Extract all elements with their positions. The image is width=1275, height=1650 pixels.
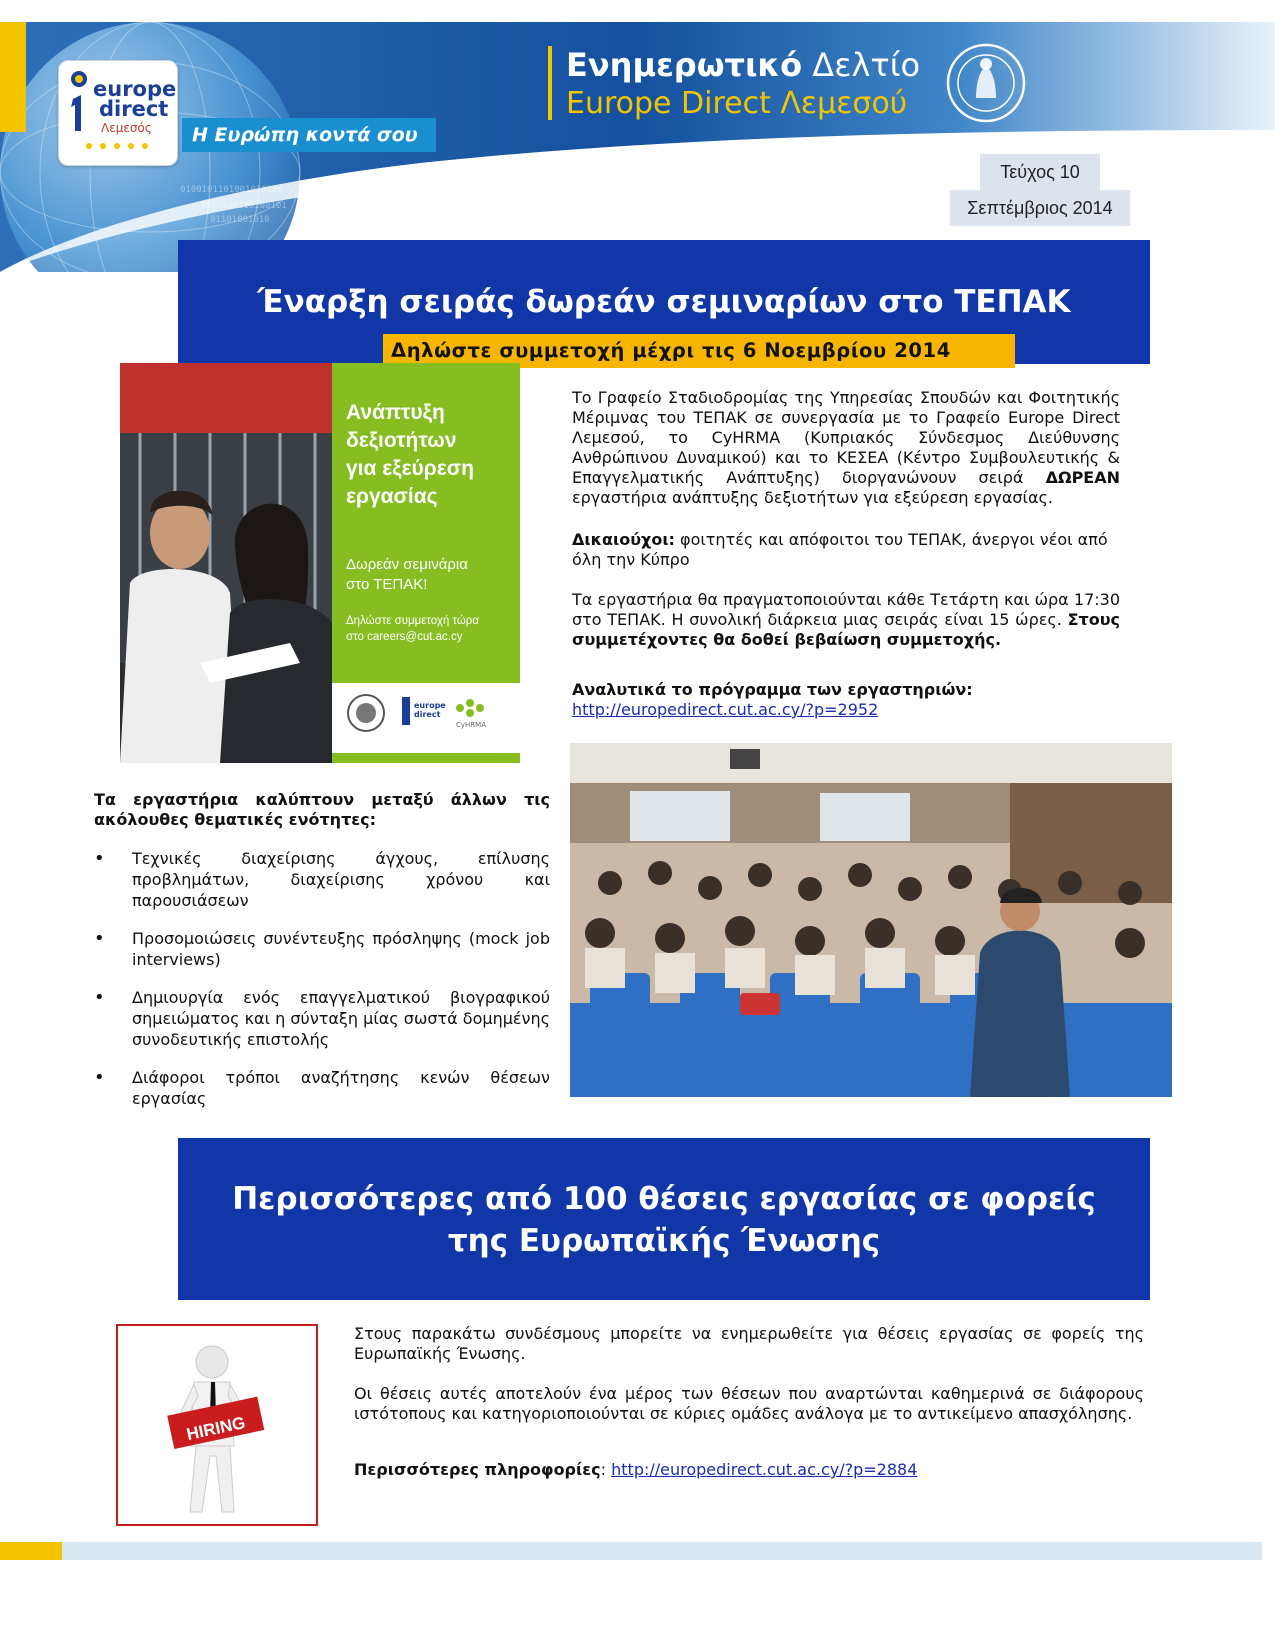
- poster-reg1: Δηλώστε συμμετοχή τώρα: [346, 615, 480, 627]
- poster-line4: εργασίας: [346, 485, 438, 508]
- header-yellow-tab: [0, 22, 26, 132]
- seminar-poster-image: [120, 363, 520, 763]
- newsletter-title: [566, 46, 920, 84]
- program-label: Αναλυτικά το πρόγραμμα των εργαστηριών:: [572, 680, 973, 699]
- list-item: • Τεχνικές διαχείρισης άγχους, επίλυσης προβλημάτων, διαχείρισης χρόνου και παρουσιάσεων: [94, 848, 550, 911]
- university-seal-icon: [940, 42, 1032, 124]
- more-info-link[interactable]: http://europedirect.cut.ac.cy/?p=2884: [611, 1460, 918, 1479]
- section1-schedule: [572, 590, 1120, 650]
- list-item: • Δημιουργία ενός επαγγελματικού βιογραφικού σημειώματος και η σύνταξη μίας σωστά δομημένης συνοδευτικής επιστολής: [94, 987, 550, 1050]
- eu-stars-icon: [67, 67, 91, 91]
- poster-line3: για εξεύρεση: [346, 457, 474, 480]
- poster-register: [346, 613, 479, 645]
- poster-line2: δεξιοτήτων: [346, 429, 457, 452]
- section1-program: [572, 680, 1120, 720]
- intro-text-bold: ΔΩΡΕΑΝ: [1045, 468, 1120, 487]
- section2-more-info: [354, 1460, 1144, 1480]
- stars-row-icon: [83, 139, 153, 153]
- schedule-text: Τα εργαστήρια θα πραγματοποιούνται κάθε Τετάρτη και ώρα 17:30 στο ΤΕΠΑΚ. Η συνολική διάρκεια μιας σειράς είναι 15 ώρες.: [572, 590, 1120, 629]
- svg-text:1010010110100101: 1010010110100101: [200, 201, 287, 211]
- section1-deadline: Δηλώστε συμμετοχή μέχρι τις 6 Νοεμβρίου 2014: [383, 334, 1015, 368]
- intro-text-b: εργαστήρια ανάπτυξης δεξιοτήτων για εξεύρεση εργασίας.: [572, 488, 1053, 507]
- logo-city: Λεμεσός: [101, 121, 152, 135]
- section2-title-line1: Περισσότερες από 100 θέσεις εργασίας σε φορείς: [232, 1181, 1096, 1217]
- svg-text:01101001010: 01101001010: [210, 215, 270, 225]
- newsletter-title-light: Δελτίο: [802, 46, 921, 84]
- section1-title: Έναρξη σειράς δωρεάν σεμιναρίων στο ΤΕΠΑΚ: [257, 284, 1071, 320]
- poster-line1: Ανάπτυξη: [346, 401, 445, 424]
- poster-free2: στο ΤΕΠΑΚ!: [346, 576, 428, 593]
- logo-word-europe: europe: [93, 77, 177, 101]
- tagline: Η Ευρώπη κοντά σου: [182, 118, 436, 152]
- poster-reg2: στο careers@cut.ac.cy: [346, 631, 463, 643]
- list-item: • Διάφοροι τρόποι αναζήτησης κενών θέσεων εργασίας: [94, 1067, 550, 1109]
- topics-list: [94, 848, 550, 1126]
- hiring-image: [116, 1324, 318, 1526]
- section1-eligible: [572, 530, 1120, 570]
- eligible-label: Δικαιούχοι:: [572, 530, 675, 549]
- more-info-sep: :: [600, 1460, 612, 1479]
- svg-text:0100101101001010100: 0100101101001010100: [180, 185, 283, 195]
- section2-title-bar: [178, 1138, 1150, 1300]
- logo-word-direct: direct: [99, 97, 169, 121]
- schedule-bold: Στους συμμετέχοντες θα δοθεί βεβαίωση συμμετοχής.: [572, 610, 1120, 649]
- footer-yellow-bar: [0, 1542, 62, 1560]
- more-info-label: Περισσότερες πληροφορίες: [354, 1460, 601, 1479]
- title-separator: [548, 46, 552, 120]
- footer-blue-bar: [62, 1542, 1262, 1560]
- seminar-audience-photo: [570, 743, 1172, 1097]
- newsletter-subtitle: Europe Direct Λεμεσού: [566, 86, 908, 121]
- section2-paragraph1: Στους παρακάτω συνδέσμους μπορείτε να ενημερωθείτε για θέσεις εργασίας σε φορείς της Ευρωπαϊκής Ένωσης.: [354, 1324, 1144, 1363]
- intro-text-a: Το Γραφείο Σταδιοδρομίας της Υπηρεσίας Σπουδών και Φοιτητικής Μέριμνας του ΤΕΠΑΚ σε συνεργασία με το Γραφείο Europe Direct Λεμεσού, το CyHRMA (Κυπριακός Σύνδεσμος Διεύθυνσης Ανθρώπινου Δυναμικού) και το ΚΕΣΕΑ (Κέντρο Συμβουλευτικής & Επαγγελματικής Ανάπτυξης) διοργανώνουν σειρά: [572, 388, 1120, 487]
- program-link[interactable]: http://europedirect.cut.ac.cy/?p=2952: [572, 700, 879, 719]
- number-one-icon: [67, 93, 89, 133]
- poster-free1: Δωρεάν σεμινάρια: [346, 556, 468, 573]
- poster-logo-cyhrma: CyHRMA: [456, 721, 486, 729]
- section2-title: [178, 1178, 1150, 1262]
- issue-date: Σεπτέμβριος 2014: [950, 190, 1130, 226]
- poster-headline: [346, 399, 474, 511]
- newsletter-title-bold: Ενημερωτικό: [566, 46, 803, 84]
- audience-photo-icon: [570, 743, 1172, 1097]
- list-item: • Προσομοιώσεις συνέντευξης πρόσληψης (mock job interviews): [94, 928, 550, 970]
- europe-direct-logo[interactable]: [58, 60, 178, 166]
- eligible-text: φοιτητές και απόφοιτοι του ΤΕΠΑΚ, άνεργοι νέοι από όλη την Κύπρο: [572, 530, 1108, 569]
- poster-logo-ed: europe direct: [414, 701, 446, 719]
- poster-free: [346, 555, 468, 595]
- section2-title-line2: της Ευρωπαϊκής Ένωσης: [447, 1223, 881, 1259]
- topics-heading: Τα εργαστήρια καλύπτουν μεταξύ άλλων τις ακόλουθες θεματικές ενότητες:: [94, 790, 550, 829]
- section2-paragraph2: Οι θέσεις αυτές αποτελούν ένα μέρος των θέσεων που αναρτώνται καθημερινά σε διάφορους ιστότοπους και κατηγοριοποιούνται σε κύριες ομάδες ανάλογα με το αντικείμενο απασχόλησης.: [354, 1384, 1144, 1423]
- section1-intro: [572, 388, 1120, 508]
- issue-number: Τεύχος 10: [980, 154, 1100, 190]
- hiring-label: HIRING: [184, 1413, 247, 1444]
